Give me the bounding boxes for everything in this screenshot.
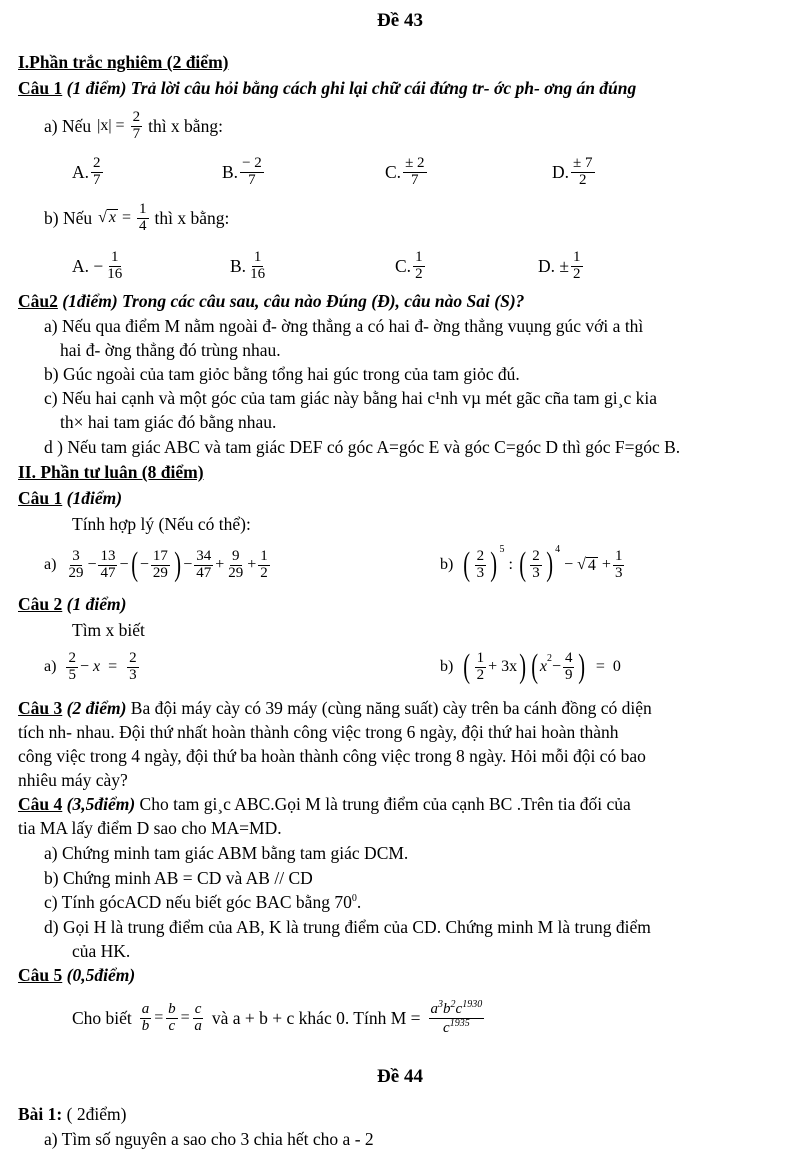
- sqrt-x-equation: √ x = $\frac{1}{4}$: [98, 200, 147, 234]
- task-2b-equation: b) ( $\frac{1}{2}$ + 3x ) ( x $^2$ − $\frac{4}{9}$ ) = 0: [440, 648, 621, 685]
- task-5-points: (0,5điểm): [66, 965, 136, 985]
- task-1-points: (1điểm): [66, 488, 123, 508]
- question-1b: [44, 196, 229, 240]
- option-1a-C: C. $\frac{\pm 2}{7}$: [385, 154, 425, 188]
- task-3-points: (2 điểm): [66, 698, 127, 718]
- question-2-prompt: (1điểm) Trong các câu sau, câu nào Đúng (Đ), câu nào Sai (S)?: [62, 291, 525, 311]
- task-4-line1: [18, 794, 631, 815]
- question-1a-suffix: thì x bằng:: [148, 115, 223, 136]
- m-expression: $\frac{a^3b^2c^{1930}}{c^{1935}}$: [430, 998, 483, 1036]
- task-1b-expression: b) ( $\frac{2}{3}$ ) $^5$ : ( $\frac{2}{3}$ ) $^4$ − √ 4 + $\frac{1}{3}$: [440, 544, 623, 583]
- question-2-label: Câu2: [18, 291, 58, 311]
- option-1b-A: A. − $\frac{1}{16}$: [72, 248, 123, 282]
- bai-1-points: ( 2điểm): [66, 1104, 127, 1124]
- part1-title: I.Phần trắc nghiêm (2 điểm): [18, 52, 229, 72]
- task-4a: a) Chứng minh tam giác ABM bằng tam giác DCM.: [44, 843, 409, 863]
- task-4d-line1: d) Gọi H là trung điểm của AB, K là trung điểm của CD. Chứng minh M là trung điểm: [44, 917, 651, 937]
- task-5-label: Câu 5: [18, 965, 63, 985]
- task-1-label: Câu 1: [18, 488, 63, 508]
- task-4-text-2: tia MA lấy điểm D sao cho MA=MD.: [18, 818, 282, 838]
- question-1-heading: [18, 78, 636, 99]
- question-1a: [44, 104, 223, 148]
- abs-x-equation: |x| = $\frac{2}{7}$: [97, 108, 141, 142]
- question-2-heading: [18, 291, 524, 312]
- task-4-label: Câu 4: [18, 794, 63, 814]
- task-1a-expression: a) $\frac{3}{29}$ − $\frac{13}{47}$ − ( − $\frac{17}{29}$ ) − $\frac{34}{47}$ + $\frac{9}{29}$ + $\frac{1}{2}$: [44, 546, 268, 583]
- task-4c-end: .: [356, 892, 362, 912]
- task-1-instruction: Tính hợp lý (Nếu có thể):: [72, 514, 251, 534]
- question-1a-prefix: a) Nếu: [44, 115, 92, 136]
- task-4c: [44, 892, 361, 913]
- exam-title-43: Đề 43: [377, 10, 423, 31]
- option-1a-D: D. $\frac{\pm 7}{2}$: [552, 154, 593, 188]
- question-1-prompt: (1 điểm) Trả lời câu hỏi bằng cách ghi lại chữ cái đứng tr- ớc ph- ơng án đúng: [66, 78, 637, 98]
- task-5-heading: [18, 965, 135, 986]
- bai-1a: a) Tìm số nguyên a sao cho 3 chia hết cho a - 2: [44, 1129, 374, 1149]
- task-2-label: Câu 2: [18, 594, 63, 614]
- question-1b-suffix: thì x bằng:: [154, 207, 230, 228]
- question-1b-prefix: b) Nếu: [44, 207, 93, 228]
- task-5-prefix: Cho biết: [72, 1007, 132, 1028]
- task-2-points: (1 điểm): [66, 594, 127, 614]
- statement-a-line2: hai đ- ờng thẳng đó trùng nhau.: [60, 340, 281, 360]
- option-1b-D: D. ± $\frac{1}{2}$: [538, 248, 581, 282]
- task-4d-line2: của HK.: [72, 941, 131, 961]
- statement-c-line2: th× hai tam giác đó bằng nhau.: [60, 412, 277, 432]
- task-1-heading: [18, 488, 122, 509]
- option-1a-A: A. $\frac{2}{7}$: [72, 154, 101, 188]
- task-3-text-3: công việc trong 4 ngày, đội thứ ba hoàn thành công việc trong 8 ngày. Hỏi mỗi đội có bao: [18, 746, 646, 766]
- option-1a-B: B. $\frac{- 2}{7}$: [222, 154, 262, 188]
- question-1-label: Câu 1: [18, 78, 63, 98]
- option-1b-B: B. $\frac{1}{16}$: [230, 248, 266, 282]
- task-4b: b) Chứng minh AB = CD và AB // CD: [44, 868, 313, 888]
- task-4-points: (3,5điểm): [66, 794, 136, 814]
- task-5-mid: và a + b + c khác 0. Tính M =: [211, 1007, 421, 1028]
- task-4c-text: c) Tính gócACD nếu biết góc BAC bằng 70: [44, 892, 352, 912]
- task-3-label: Câu 3: [18, 698, 63, 718]
- task-2-heading: [18, 594, 126, 615]
- task-2-instruction: Tìm x biết: [72, 620, 145, 640]
- ratio-equation: $\frac{a}{b}$ = $\frac{b}{c}$ = $\frac{c}{a}$: [141, 1000, 202, 1034]
- bai-1-label: Bài 1:: [18, 1104, 63, 1124]
- task-4-text-1: Cho tam gi¸c ABC.Gọi M là trung điểm của cạnh BC .Trên tia đối của: [139, 794, 631, 814]
- task-3-text-2: tích nh- nhau. Đội thứ nhất hoàn thành công việc trong 6 ngày, đội thứ hai hoàn thành: [18, 722, 619, 742]
- statement-c-line1: c) Nếu hai cạnh và một góc của tam giác này bằng hai c¹nh vµ mét gãc cña tam gi¸c kia: [44, 388, 657, 408]
- statement-d: d ) Nếu tam giác ABC và tam giác DEF có góc A=góc E và góc C=góc D thì góc F=góc B.: [44, 437, 681, 457]
- statement-b: b) Gúc ngoài của tam giỏc bằng tổng hai gúc trong của tam giỏc đú.: [44, 364, 520, 384]
- exam-title-44: Đề 44: [377, 1066, 423, 1087]
- task-5-statement: [72, 992, 486, 1044]
- task-2a-equation: a) $\frac{2}{5}$ − x = $\frac{2}{3}$: [44, 649, 137, 683]
- part2-title: II. Phần tư luân (8 điểm): [18, 462, 204, 482]
- statement-a-line1: a) Nếu qua điểm M nằm ngoài đ- ờng thẳng a có hai đ- ờng thẳng vuụng gúc với a thì: [44, 316, 644, 336]
- option-1b-C: C. $\frac{1}{2}$: [395, 248, 423, 282]
- task-3-text-1: Ba đội máy cày có 39 máy (cùng năng suất) cày trên ba cánh đồng có diện: [130, 698, 652, 718]
- task-3-text-4: nhiêu máy cày?: [18, 770, 128, 790]
- bai-1-heading: [18, 1104, 126, 1125]
- degree-superscript: 0: [351, 893, 357, 905]
- task-3-line1: [18, 698, 652, 719]
